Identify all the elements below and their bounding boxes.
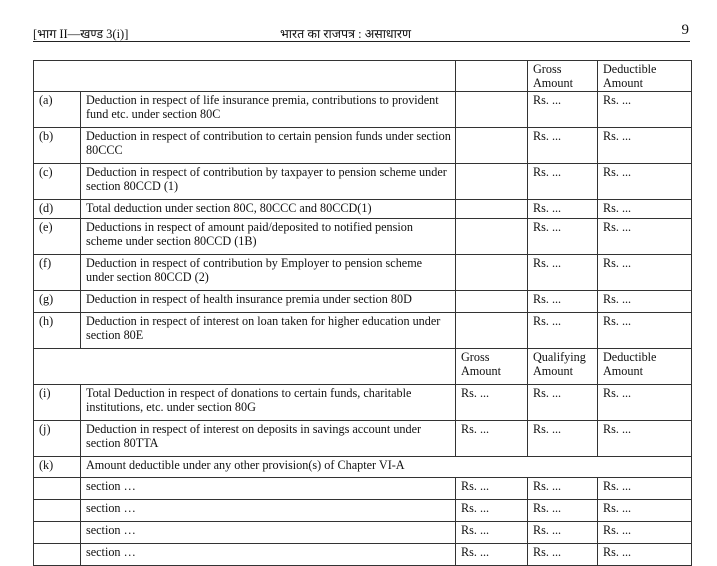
row-label: (e): [34, 219, 81, 255]
table-row-k: [34, 457, 692, 478]
qualifying-amount: Rs. ...: [528, 478, 598, 500]
page-number: 9: [681, 22, 689, 38]
row-label: (j): [34, 421, 81, 457]
empty-cell: [456, 200, 528, 219]
top-header-gross: Gross Amount: [528, 61, 598, 92]
row-description: Deduction in respect of contribution by Employer to pension scheme under section 80CCD (2): [81, 255, 456, 291]
deductible-amount: Rs. ...: [598, 92, 692, 128]
empty-cell: [456, 219, 528, 255]
row-label: (b): [34, 128, 81, 164]
deductible-amount: Rs. ...: [598, 522, 692, 544]
gross-amount: Rs. ...: [528, 255, 598, 291]
table-row: [34, 219, 692, 255]
table-row: [34, 92, 692, 128]
row-description: Deduction in respect of contribution by taxpayer to pension scheme under section 80CCD (1): [81, 164, 456, 200]
empty-cell: [34, 522, 81, 544]
deductible-amount: Rs. ...: [598, 478, 692, 500]
section-name: section …: [81, 522, 456, 544]
section-name: section …: [81, 500, 456, 522]
table-row: [34, 164, 692, 200]
deductible-amount: Rs. ...: [598, 128, 692, 164]
gross-amount: Rs. ...: [528, 291, 598, 313]
section-name: section …: [81, 544, 456, 566]
deductible-amount: Rs. ...: [598, 385, 692, 421]
section-row: [34, 522, 692, 544]
row-description: Total Deduction in respect of donations to certain funds, charitable institutions, etc. under section 80G: [81, 385, 456, 421]
table-row: [34, 313, 692, 349]
empty-cell: [456, 313, 528, 349]
deductible-amount: Rs. ...: [598, 313, 692, 349]
top-header-col3: [456, 61, 528, 92]
deductions-table-body: [34, 61, 692, 566]
qualifying-amount: Rs. ...: [528, 544, 598, 566]
deductible-amount: Rs. ...: [598, 291, 692, 313]
row-label: (g): [34, 291, 81, 313]
empty-cell: [34, 478, 81, 500]
page-header: [33, 20, 689, 42]
section-name: section …: [81, 478, 456, 500]
gross-amount: Rs. ...: [528, 164, 598, 200]
table-row: [34, 291, 692, 313]
empty-cell: [456, 92, 528, 128]
top-header-row: [34, 61, 692, 92]
gross-amount: Rs. ...: [528, 219, 598, 255]
row-label: (f): [34, 255, 81, 291]
gross-amount: Rs. ...: [528, 200, 598, 219]
table-row: [34, 255, 692, 291]
row-description: Deduction in respect of interest on deposits in savings account under section 80TTA: [81, 421, 456, 457]
table-row: [34, 200, 692, 219]
row-label: (h): [34, 313, 81, 349]
mid-header-gross: Gross Amount: [456, 349, 528, 385]
empty-cell: [456, 255, 528, 291]
qualifying-amount: Rs. ...: [528, 522, 598, 544]
deductible-amount: Rs. ...: [598, 200, 692, 219]
row-description: Deduction in respect of contribution to certain pension funds under section 80CCC: [81, 128, 456, 164]
empty-cell: [34, 544, 81, 566]
gross-amount: Rs. ...: [456, 421, 528, 457]
empty-cell: [456, 291, 528, 313]
gross-amount: Rs. ...: [528, 128, 598, 164]
section-row: [34, 500, 692, 522]
row-description: Deduction in respect of health insurance premia under section 80D: [81, 291, 456, 313]
gross-amount: Rs. ...: [456, 500, 528, 522]
table-row: [34, 421, 692, 457]
row-label: (k): [34, 457, 81, 478]
section-row: [34, 478, 692, 500]
mid-header-qualifying: Qualifying Amount: [528, 349, 598, 385]
gross-amount: Rs. ...: [528, 313, 598, 349]
section-row: [34, 544, 692, 566]
header-rule: [33, 41, 690, 42]
mid-header-deductible: Deductible Amount: [598, 349, 692, 385]
header-part-section: [भाग II—खण्ड 3(i)]: [33, 27, 129, 41]
row-label: (i): [34, 385, 81, 421]
row-description: Deduction in respect of interest on loan taken for higher education under section 80E: [81, 313, 456, 349]
qualifying-amount: Rs. ...: [528, 421, 598, 457]
gross-amount: Rs. ...: [456, 385, 528, 421]
deductible-amount: Rs. ...: [598, 500, 692, 522]
blank-header-cell: [34, 61, 456, 92]
row-description: Amount deductible under any other provision(s) of Chapter VI-A: [81, 457, 692, 478]
gross-amount: Rs. ...: [456, 478, 528, 500]
empty-cell: [456, 128, 528, 164]
deductible-amount: Rs. ...: [598, 255, 692, 291]
top-header-deductible: Deductible Amount: [598, 61, 692, 92]
blank-header-cell: [34, 349, 456, 385]
deductions-table: [33, 60, 692, 566]
qualifying-amount: Rs. ...: [528, 385, 598, 421]
row-description: Deduction in respect of life insurance premia, contributions to provident fund etc. under section 80C: [81, 92, 456, 128]
deductible-amount: Rs. ...: [598, 219, 692, 255]
table-row: [34, 128, 692, 164]
deductible-amount: Rs. ...: [598, 164, 692, 200]
mid-header-row: [34, 349, 692, 385]
deductible-amount: Rs. ...: [598, 544, 692, 566]
gross-amount: Rs. ...: [456, 522, 528, 544]
empty-cell: [34, 500, 81, 522]
gross-amount: Rs. ...: [528, 92, 598, 128]
row-description: Deductions in respect of amount paid/deposited to notified pension scheme under section 80CCD (1B): [81, 219, 456, 255]
table-row: [34, 385, 692, 421]
gross-amount: Rs. ...: [456, 544, 528, 566]
row-label: (d): [34, 200, 81, 219]
deductible-amount: Rs. ...: [598, 421, 692, 457]
row-description: Total deduction under section 80C, 80CCC and 80CCD(1): [81, 200, 456, 219]
empty-cell: [456, 164, 528, 200]
row-label: (c): [34, 164, 81, 200]
qualifying-amount: Rs. ...: [528, 500, 598, 522]
row-label: (a): [34, 92, 81, 128]
header-gazette-title: भारत का राजपत्र : असाधारण: [280, 27, 412, 41]
